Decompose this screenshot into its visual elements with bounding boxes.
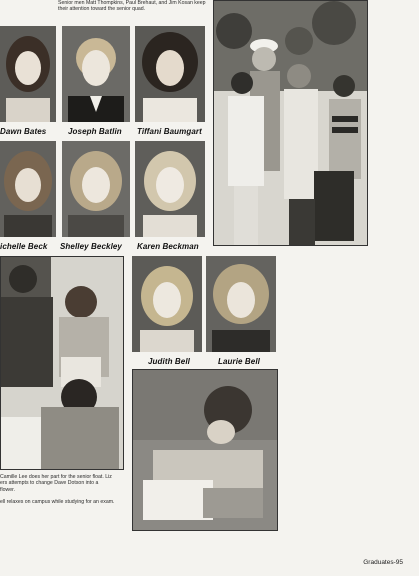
portrait-name: Laurie Bell — [218, 357, 261, 366]
candid-photo-senior-float — [0, 256, 124, 470]
portrait-name: Judith Bell — [148, 357, 190, 366]
portrait-laurie-bell — [206, 256, 276, 352]
portrait-joseph-batlin — [62, 26, 130, 122]
bottom-photo-caption — [0, 474, 130, 493]
portrait-name: ichelle Beck — [0, 242, 48, 251]
portrait-dawn-bates — [0, 26, 56, 122]
portrait-name: Karen Beckman — [137, 242, 199, 251]
page-number: Graduates-95 — [363, 559, 403, 566]
portrait-name: Dawn Bates — [0, 127, 47, 136]
portrait-tiffani-baumgart — [135, 26, 205, 122]
caption-line: ell relaxes on campus while studying for an exam. — [0, 499, 115, 505]
portrait-name: Shelley Beckley — [60, 242, 122, 251]
portrait-karen-beckman — [135, 141, 205, 237]
top-photo-caption: Senior men Matt Thompkins, Paul Brehaut, and Jim Kosan keep their attention toward the senior quad. — [58, 0, 206, 13]
portrait-shelley-beckley — [62, 141, 130, 237]
candid-photo-studying — [132, 369, 278, 531]
portrait-name: Tiffani Baumgart — [137, 127, 202, 136]
caption-line: flower. — [0, 486, 15, 493]
bottom-photo-caption-2 — [0, 499, 130, 505]
portrait-michelle-beck — [0, 141, 56, 237]
portrait-judith-bell — [132, 256, 202, 352]
portrait-name: Joseph Batlin — [68, 127, 122, 136]
candid-photo-senior-men — [213, 0, 368, 246]
caption-line: ers attempts to change Dave Dotson into a — [0, 480, 99, 487]
caption-line: Camille Lee does her part for the senior float. Liz — [0, 474, 112, 480]
